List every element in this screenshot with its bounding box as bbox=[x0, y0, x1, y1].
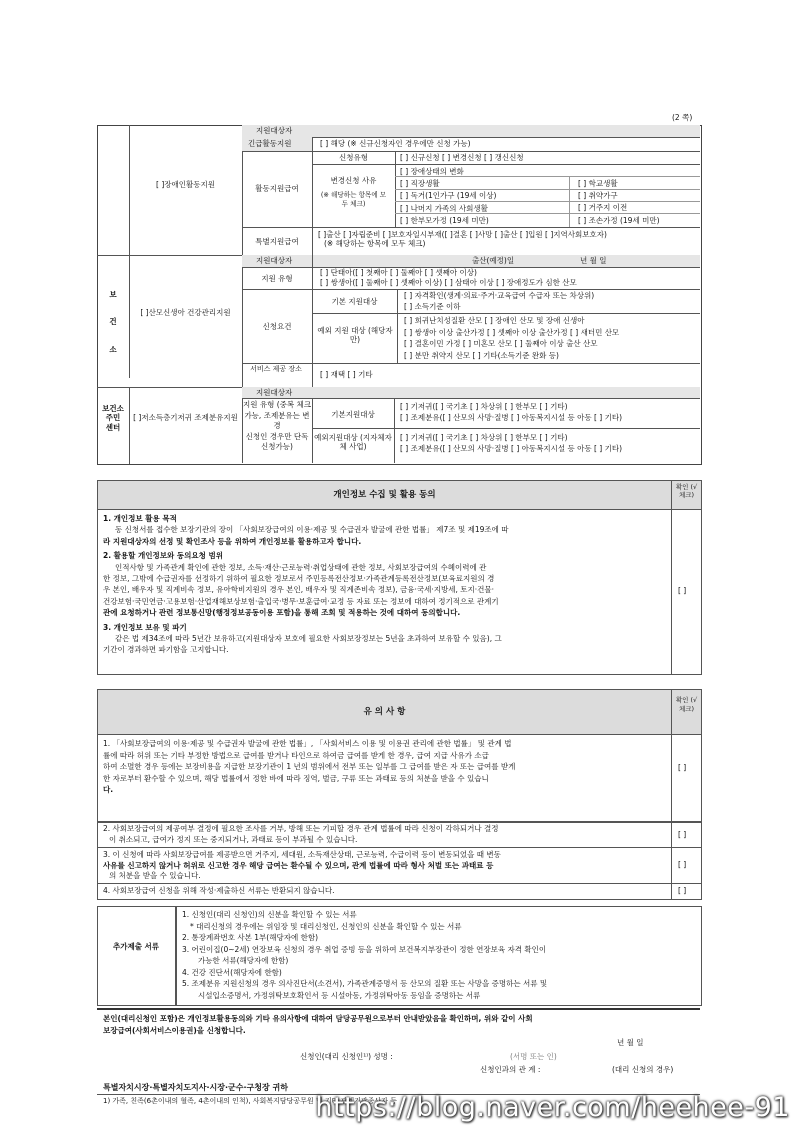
reason-item[interactable]: [ ] 학교생활 bbox=[578, 179, 618, 188]
maternity-requirement-label: 신청요건 bbox=[262, 322, 292, 331]
note-1-check-cell bbox=[671, 734, 702, 823]
applicant-name-label: 신청인(대리 신청인¹⁾) 성명 : bbox=[300, 1052, 393, 1061]
privacy-check-cell bbox=[671, 509, 702, 675]
note-1-check[interactable]: [ ] bbox=[678, 763, 687, 772]
reason-item[interactable]: [ ] 나머지 가족의 사회생활 bbox=[400, 203, 488, 213]
privacy-check[interactable]: [ ] bbox=[678, 586, 687, 595]
note-4-text: 4. 사회보장급여 신청을 위해 작성·제출하신 서류는 반환되지 않습니다. bbox=[103, 886, 335, 895]
notes-title-bar: 유 의 사 항 bbox=[97, 689, 672, 735]
lowincome-mid-line bbox=[312, 428, 700, 429]
special-label: 특별지원급여 bbox=[255, 237, 299, 246]
note-4-check[interactable]: [ ] bbox=[678, 886, 687, 895]
note-3-check[interactable]: [ ] bbox=[678, 860, 687, 869]
relation-label: 신청인과의 관 계 : bbox=[480, 1065, 541, 1074]
relation-note: (대리 신청의 경우) bbox=[612, 1065, 674, 1074]
privacy-content: 1. 개인정보 활용 목적 동 신청서를 접수한 보장기관의 장이 「사회보장급여의 이용·제공 및 수급권자 발굴에 관한 법률」 제7조 및 제19조에 따 라 지원대상자의 선정 및 확인조사 등을 위하여 개인정보를 활용하고자 합니다. 2. 활용할 개인정보와 동의요청 범위 인적사항 및 가족관계 확인에 관한 정보, 소득·재산·근로능력·취업상태에 관한 정보, 사회보장급여의 수혜이력에 관 한 정보, 그밖에 수급권자를 선정하기 위하여 필요한 정보로서 주민등록전산정보·가족관계등록전산정보(보육료지원의 경 우 본인, 배우자 및 직계비속 정보, 유아학비지원의 경우 본인, 배우자 및 직계존비속 정보), 금융·국세·지방세, 토지·건물· 건강보험·국민연금·고용보험·산업재해보상보험·출입국·병무·보훈급여·교정 등 자료 또는 정보에 대하여 정기적으로 관계기 관에 요청하거나 관련 정보통신망(행정정보공동이용 포함)을 통해 조회 및 적용하는 것에 대하여 동의합니다. 3. 개인정보 보유 및 파기 같은 법 제34조에 따라 5년간 보유하고(지원대상자 보호에 필요한 사회보장정보는 5년을 초과하여 보유할 수 있음), 그 기간이 경과하면 파기함을 고지합니다. bbox=[103, 513, 668, 656]
maternity-req-col bbox=[397, 289, 398, 363]
note-4-check-cell bbox=[671, 883, 702, 900]
privacy-s3-title: 3. 개인정보 보유 및 파기 bbox=[103, 622, 187, 632]
lowincome-exception-label: 예외지원대상 (지자체자체 사업) bbox=[314, 433, 392, 452]
lowincome-header-line bbox=[242, 398, 700, 399]
maternity-exception-label: 예외 지원 대상 (해당자만) bbox=[317, 326, 393, 345]
note-2-text: 2. 사회보장급여의 제공여부 결정에 필요한 조사를 거부, 방해 또는 기피할 경우 관계 법률에 따라 신청이 각하되거나 결정 이 취소되고, 급여가 정지 또는 중지되거나, 과태료 등이 부과될 수 있습니다. bbox=[103, 824, 499, 844]
lowincome-col-line-2 bbox=[394, 398, 395, 463]
emergency-value[interactable]: [ ] 해당 (※ 신규신청자인 경우에만 신청 가능) bbox=[320, 139, 471, 148]
change-reason-label: 변경신청 사유 (※ 해당하는 항목에 모두 체크) bbox=[320, 176, 387, 208]
emergency-target-header: 지원대상자 bbox=[242, 125, 700, 138]
disability-benefit-label: 활동지원급여 bbox=[255, 184, 299, 193]
notes-check-header: 확인 (√ 체크) bbox=[671, 689, 702, 735]
reason-item[interactable]: [ ] 독거(1인가구 (19세 이상) bbox=[400, 191, 497, 201]
reason-item[interactable]: [ ] 취약가구 bbox=[578, 191, 618, 201]
emergency-row-line bbox=[242, 151, 700, 152]
lowincome-basic-label: 기본지원대상 bbox=[331, 410, 375, 419]
privacy-check-header: 확인 (√ 체크) bbox=[671, 480, 702, 510]
disability-service-name: [ ]장애인활동지원 bbox=[156, 180, 215, 189]
confirm-statement: 본인(대리신청인 포함)은 개인정보활용동의와 기타 유의사항에 대하여 담당공무원으로부터 안내받았음을 확인하며, 위와 같이 사회 보장급여(사회서비스이용권)을 신청합니다. bbox=[103, 1014, 533, 1035]
confirm-date[interactable]: 년 월 일 bbox=[617, 1038, 644, 1047]
reason-item[interactable]: [ ] 조손가정 (19세 미만) bbox=[578, 215, 660, 225]
confirm-line bbox=[97, 1008, 700, 1010]
reason-item[interactable]: [ ] 한부모가정 (19세 미만) bbox=[400, 215, 489, 225]
special-line bbox=[242, 227, 700, 228]
blog-watermark: https://blog.naver.com/heehee-91 bbox=[315, 1092, 790, 1124]
apply-types[interactable]: [ ] 신규신청 [ ] 변경신청 [ ] 갱신신청 bbox=[400, 153, 524, 162]
lowincome-col-line bbox=[312, 398, 313, 463]
reason-item[interactable]: [ ] 장애상태의 변화 bbox=[400, 167, 464, 176]
maternity-col-line bbox=[312, 255, 313, 387]
maternity-place-value[interactable]: [ ] 재택 [ ] 기타 bbox=[320, 370, 373, 379]
emergency-label-cell: 긴급활동지원 bbox=[242, 137, 313, 152]
apply-type-label: 신청유형 bbox=[339, 153, 368, 162]
maternity-place-label: 서비스 제공 장소 bbox=[250, 365, 302, 373]
reason-item[interactable]: [ ] 직장생활 bbox=[400, 179, 440, 189]
note-2-check[interactable]: [ ] bbox=[678, 830, 687, 839]
maternity-type-label: 지원 유형 bbox=[261, 274, 293, 283]
lowincome-type-label: 지원 유형 (중복 체크가능, 조제분유는 변경 신청인 경우만 단독 신청가능) bbox=[242, 400, 312, 451]
top-left-blank bbox=[97, 125, 130, 255]
reason-grid-lines bbox=[395, 176, 700, 228]
lowincome-target-header: 지원대상자 bbox=[242, 387, 700, 398]
page-label: (2 쪽) bbox=[672, 113, 693, 122]
special-value[interactable]: [ ]출산 [ ]자립준비 [ ]보호자일시부재([ ]결혼 [ ]사망 [ ]출산 [ ]입원 [ ]지역사회보호자) (※ 해당하는 항목에 모두 체크) bbox=[318, 230, 607, 249]
privacy-s1-title: 1. 개인정보 활용 목적 bbox=[103, 514, 177, 523]
maternity-basic-label: 기본 지원대상 bbox=[331, 297, 378, 306]
footnote: 1) 가족, 친족(6촌이내의 혈족, 4촌이내의 인척), 사회복지담당공무원 및 기타 관계기관종사자 등 bbox=[103, 1097, 397, 1105]
maternity-basic-line bbox=[312, 313, 700, 314]
additional-docs-label: 추가제출 서류 bbox=[112, 942, 160, 951]
apply-type-line bbox=[312, 164, 700, 165]
maternity-target-header: 지원대상자 출산(예정)일 년 월 일 bbox=[242, 255, 700, 267]
note-3-check-cell bbox=[671, 847, 702, 884]
lowincome-exception-values[interactable]: [ ] 기저귀([ ] 국기초 [ ] 차상위 [ ] 한부모 [ ] 기타) [ ] 조제분유([ ] 산모의 사망·질병 [ ] 아동복지시설 등 아동 [ ] 기타) bbox=[400, 433, 623, 453]
additional-docs-label-cell bbox=[97, 906, 177, 1006]
maternity-type-line bbox=[242, 289, 700, 290]
privacy-s2-title: 2. 활용할 개인정보와 동의요청 범위 bbox=[103, 551, 223, 561]
applicant-sign-note[interactable]: (서명 또는 인) bbox=[510, 1052, 557, 1061]
maternity-service-name: [ ]산모신생아 건강관리지원 bbox=[140, 308, 231, 317]
note-3-text: 3. 이 신청에 따라 사회보장급여를 제공받으면 거주지, 세대원, 소득재산상태, 근로능력, 수급이력 등이 변동되었을 때 변동 사유를 신고하지 않거나 허위로 신고한 경우 해당 급여는 환수될 수 있으며, 관계 법률에 따라 형사 처벌 또는 과태료 등 의 처분을 받을 수 있습니다. bbox=[103, 850, 501, 880]
lowincome-basic-values[interactable]: [ ] 기저귀([ ] 국기초 [ ] 차상위 [ ] 한부모 [ ] 기타) [ ] 조제분유([ ] 산모의 사망·질병 [ ] 아동복지시설 등 아동 [ ] 기타) bbox=[400, 402, 623, 422]
maternity-type-values[interactable]: [ ] 단태아([ ] 첫째아 [ ] 둘째아 [ ] 셋째아 이상) [ ] 쌍생아([ ] 둘째아 [ ] 셋째아 이상) [ ] 삼태아 이상 [ ] 장애정도가 심한 산모 bbox=[320, 268, 577, 287]
addressee: 특별자치시장·특별자치도지사·시장·군수·구청장 귀하 bbox=[103, 1083, 288, 1092]
maternity-exception-values[interactable]: [ ] 희귀난치성질환 산모 [ ] 장애인 산모 및 장애 신생아 [ ] 쌍생아 이상 출산가정 [ ] 셋째아 이상 출산가정 [ ] 새터민 산모 [ ] 결혼이민 가정 [ ] 미혼모 산모 [ ] 둘째아 이상 출산 산모 [ ] 분만 취약지 산모 [ ] 기타(소득기준 완화 등) bbox=[404, 316, 620, 360]
maternity-basic-values[interactable]: [ ] 자격확인(생계·의료·주거·교육급여 수급자 또는 차상위) [ ] 소득기준 이하 bbox=[404, 291, 595, 311]
additional-docs-list: 1. 신청인(대리 신청인)의 신분을 확인할 수 있는 서류 * 대리신청의 경우에는 위임장 및 대리신청인, 신청인의 신분을 확인할 수 있는 서류 2. 통장계좌번호 사본 1부(해당자에 한함) 3. 어린이집(0~2세) 연장보육 신청의 경우 취업 증빙 등을 위하여 보건복지부장관이 정한 연장보육 자격 확인이 가능한 서류(해당자에 한함) 4. 건강 진단서(해당자에 한함) 5. 조제분유 지원신청의 경우 의사진단서(소견서), 가족관계증명서 등 산모의 질환 또는 사망을 증명하는 서류 및 시설입소증명서, 가정위탁보호확인서 등 시설아동, 가정위탁아동 등임을 증명하는 서류 bbox=[182, 910, 548, 1000]
note-1-text: 1. 「사회보장급여의 이용·제공 및 수급권자 발굴에 관한 법률」, 「사회서비스 이용 및 이용권 관리에 관한 법률」 및 관계 법 률에 따라 허위 또는 기타 부정한 방법으로 급여를 받거나 타인으로 하여금 급여를 받게 한 경우, 급여 지급 사유가 소급 하여 소멸한 경우 등에는 보장비용을 지급한 보장기관이 1 년의 범위에서 전부 또는 일부를 그 급여를 받은 자 또는 급여를 받게 한 자로부터 환수할 수 있으며, 해당 법률에서 정한 바에 따라 징역, 벌금, 구류 또는 과태료 등의 처분을 받을 수 있습니 다. bbox=[103, 739, 516, 795]
reason-item[interactable]: [ ] 거주지 이전 bbox=[578, 203, 628, 213]
note-2-check-cell bbox=[671, 821, 702, 848]
community-center-side-label: 보건소 주민 센터 bbox=[97, 387, 130, 464]
health-center-side-label: 보 건 소 bbox=[97, 255, 130, 378]
lowincome-service-name: [ ]저소득층기저귀 조제분유지원 bbox=[133, 413, 238, 422]
maternity-place-line bbox=[242, 363, 700, 364]
privacy-title-bar: 개인정보 수집 및 활용 동의 bbox=[97, 480, 672, 510]
